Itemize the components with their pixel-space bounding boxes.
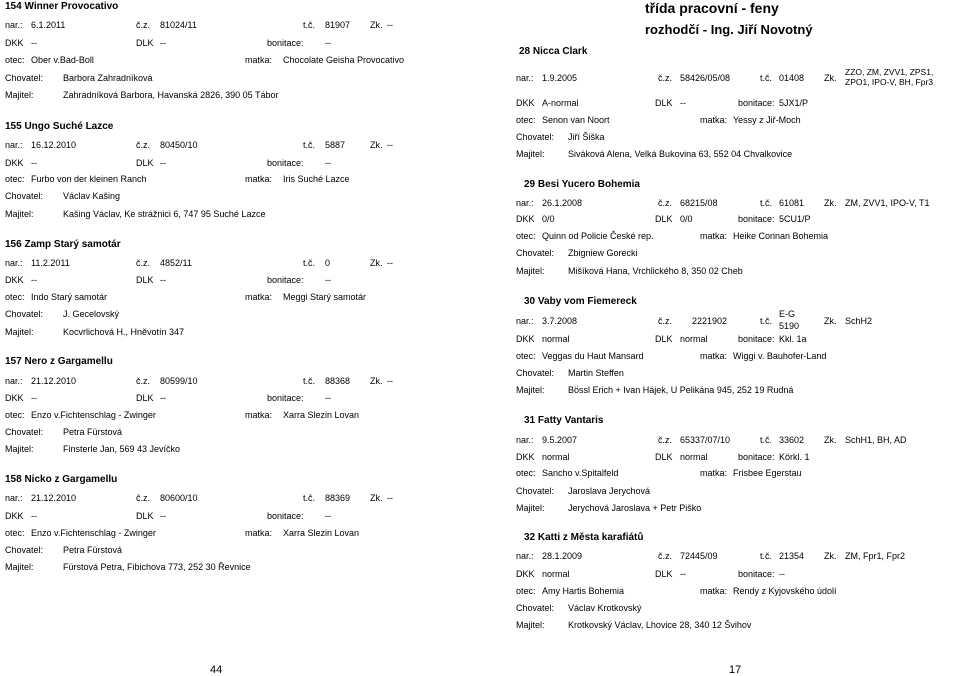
breeder-label: Chovatel: — [516, 368, 555, 378]
tattoo-number: E-G 5190 — [779, 309, 800, 331]
sire-name: Ober v.Bad-Boll — [31, 55, 94, 65]
exam-label: Zk. — [824, 316, 837, 326]
owner-label: Majitel: — [516, 266, 545, 276]
registry-label: č.z. — [136, 376, 151, 386]
dam-label: matka: — [245, 292, 273, 302]
exam-label: Zk. — [824, 551, 837, 561]
registry-label: č.z. — [136, 258, 151, 268]
sire-name: Quinn od Policie České rep. — [542, 231, 654, 241]
breeder-name: Zbigniew Gorecki — [568, 248, 638, 258]
tattoo-number: 81907 — [325, 20, 351, 30]
dlk-label: DLK — [136, 393, 154, 403]
breeder-name: Barbora Zahradníková — [63, 73, 153, 83]
dkk-label: DKK — [516, 569, 535, 579]
dkk-label: DKK — [516, 98, 535, 108]
dkk-label: DKK — [516, 214, 535, 224]
owner-address: Kašing Václav, Ke strážnici 6, 747 95 Suché Lazce — [63, 209, 266, 219]
owner-address: Siváková Alena, Velká Bukovina 63, 552 04 Chvalkovice — [568, 149, 793, 159]
birth-label: nar.: — [5, 140, 23, 150]
page-number: 44 — [210, 664, 223, 676]
birth-date: 21.12.2010 — [31, 376, 77, 386]
dlk-value: -- — [160, 393, 166, 403]
bonitation-label: bonitace: — [738, 334, 775, 344]
bonitation-value: -- — [325, 38, 331, 48]
birth-label: nar.: — [5, 493, 23, 503]
birth-label: nar.: — [5, 258, 23, 268]
dam-name: Heike Connan Bohemia — [733, 231, 829, 241]
sire-name: Amy Hartis Bohemia — [542, 586, 625, 596]
exam-label: Zk. — [824, 435, 837, 445]
breeder-label: Chovatel: — [5, 73, 44, 83]
tattoo-label: t.č. — [303, 376, 316, 386]
bonitation-value: Körkl. 1 — [779, 452, 810, 462]
bonitation-value: -- — [325, 158, 331, 168]
registry-label: č.z. — [658, 435, 673, 445]
breeder-label: Chovatel: — [5, 309, 44, 319]
breeder-label: Chovatel: — [5, 191, 44, 201]
dlk-value: -- — [160, 275, 166, 285]
dlk-value: -- — [680, 569, 686, 579]
owner-label: Majitel: — [516, 503, 545, 513]
dkk-label: DKK — [5, 158, 24, 168]
entry-title: 32 Katti z Města karafiátů — [524, 532, 644, 543]
dam-label: matka: — [700, 351, 728, 361]
exam-value: SchH2 — [845, 316, 873, 326]
dlk-value: 0/0 — [680, 214, 693, 224]
dkk-value: -- — [31, 158, 37, 168]
dlk-value: -- — [160, 511, 166, 521]
entry-title: 29 Besi Yucero Bohemia — [524, 179, 640, 190]
tattoo-label: t.č. — [303, 493, 316, 503]
owner-label: Majitel: — [516, 620, 545, 630]
breeder-name: Petra Fürstová — [63, 545, 123, 555]
dam-name: Yessy z Jiř-Moch — [733, 115, 801, 125]
dlk-label: DLK — [136, 275, 154, 285]
dlk-label: DLK — [655, 98, 673, 108]
owner-label: Majitel: — [516, 385, 545, 395]
bonitation-value: -- — [779, 569, 785, 579]
exam-label: Zk. — [370, 376, 383, 386]
tattoo-number: 0 — [325, 258, 331, 268]
registry-label: č.z. — [136, 493, 151, 503]
exam-value: ZM, ZVV1, IPO-V, T1 — [845, 198, 930, 208]
registry-label: č.z. — [136, 20, 151, 30]
dkk-value: normal — [542, 452, 570, 462]
exam-value: -- — [387, 493, 393, 503]
dam-name: Wiggi v. Bauhofer-Land — [733, 351, 827, 361]
dam-label: matka: — [700, 468, 728, 478]
bonitation-label: bonitace: — [738, 214, 775, 224]
sire-label: otec: — [516, 231, 536, 241]
dam-label: matka: — [700, 115, 728, 125]
sire-name: Enzo v.Fichtenschlag - Zwinger — [31, 528, 156, 538]
dam-label: matka: — [245, 410, 273, 420]
sire-label: otec: — [5, 292, 25, 302]
bonitation-value: -- — [325, 511, 331, 521]
exam-value: ZZO, ZM, ZVV1, ZPS1, ZPO1, IPO-V, BH, Fpr3 — [845, 67, 934, 87]
dlk-value: -- — [160, 38, 166, 48]
owner-address: Krotkovský Václav, Lhovice 28, 340 12 Švihov — [568, 620, 752, 630]
dkk-label: DKK — [5, 393, 24, 403]
exam-value: -- — [387, 258, 393, 268]
sire-name: Furbo von der kleinen Ranch — [31, 174, 147, 184]
exam-label: Zk. — [370, 140, 383, 150]
birth-date: 9.5.2007 — [542, 435, 578, 445]
tattoo-label: t.č. — [303, 258, 316, 268]
dam-name: Iris Suché Lazce — [283, 174, 350, 184]
owner-label: Majitel: — [5, 562, 34, 572]
dkk-value: -- — [31, 275, 37, 285]
sire-name: Senon van Noort — [542, 115, 610, 125]
sire-label: otec: — [516, 586, 536, 596]
dkk-label: DKK — [516, 334, 535, 344]
bonitation-value: Kkl. 1a — [779, 334, 807, 344]
registry-number: 4852/11 — [160, 258, 192, 268]
sire-name: Indo Starý samotár — [31, 292, 108, 302]
tattoo-number: 5887 — [325, 140, 346, 150]
sire-name: Veggas du Haut Mansard — [542, 351, 644, 361]
owner-address: Jerychová Jaroslava + Petr Piško — [568, 503, 702, 513]
sire-name: Sancho v.Spitalfeld — [542, 468, 619, 478]
breeder-name: Martin Steffen — [568, 368, 624, 378]
sire-name: Enzo v.Fichtenschlag - Zwinger — [31, 410, 156, 420]
dam-name: Chocolate Geisha Provocativo — [283, 55, 405, 65]
breeder-label: Chovatel: — [516, 486, 555, 496]
dkk-value: -- — [31, 511, 37, 521]
sire-label: otec: — [516, 351, 536, 361]
birth-date: 3.7.2008 — [542, 316, 578, 326]
dkk-value: A-normal — [542, 98, 579, 108]
registry-number: 80600/10 — [160, 493, 198, 503]
registry-number: 80450/10 — [160, 140, 198, 150]
dam-name: Xarra Slezin Lovan — [283, 410, 360, 420]
owner-label: Majitel: — [5, 209, 34, 219]
sire-label: otec: — [516, 115, 536, 125]
bonitation-label: bonitace: — [267, 38, 304, 48]
registry-label: č.z. — [658, 73, 673, 83]
owner-address: Kocvrlichová H., Hněvotín 347 — [63, 327, 185, 337]
page-number: 17 — [729, 664, 742, 676]
sire-label: otec: — [5, 55, 25, 65]
exam-value: -- — [387, 20, 393, 30]
bonitation-value: -- — [325, 393, 331, 403]
dkk-value: 0/0 — [542, 214, 555, 224]
birth-date: 21.12.2010 — [31, 493, 77, 503]
tattoo-number: 88368 — [325, 376, 351, 386]
exam-value: -- — [387, 140, 393, 150]
class-title: třída pracovní - feny — [645, 0, 779, 16]
registry-label: č.z. — [658, 198, 673, 208]
registry-number: 2221902 — [692, 316, 728, 326]
entry-title: 157 Nero z Gargamellu — [5, 356, 113, 367]
registry-number: 81024/11 — [160, 20, 197, 30]
registry-label: č.z. — [658, 316, 673, 326]
owner-label: Majitel: — [516, 149, 545, 159]
breeder-name: Václav Kašing — [63, 191, 121, 201]
entry-title: 31 Fatty Vantaris — [524, 415, 604, 426]
birth-label: nar.: — [516, 551, 534, 561]
exam-value: -- — [387, 376, 393, 386]
tattoo-number: 88369 — [325, 493, 351, 503]
birth-label: nar.: — [516, 316, 534, 326]
registry-number: 68215/08 — [680, 198, 718, 208]
bonitation-label: bonitace: — [267, 511, 304, 521]
birth-date: 16.12.2010 — [31, 140, 77, 150]
dlk-label: DLK — [655, 334, 673, 344]
exam-label: Zk. — [370, 493, 383, 503]
breeder-label: Chovatel: — [5, 427, 44, 437]
tattoo-label: t.č. — [760, 198, 773, 208]
entry-title: 30 Vaby vom Fiemereck — [524, 296, 637, 307]
dlk-label: DLK — [655, 452, 673, 462]
exam-label: Zk. — [824, 73, 837, 83]
dam-name: Meggi Starý samotár — [283, 292, 367, 302]
sire-label: otec: — [5, 528, 25, 538]
breeder-name: Jaroslava Jerychová — [568, 486, 651, 496]
dlk-label: DLK — [136, 511, 154, 521]
birth-label: nar.: — [516, 198, 534, 208]
birth-label: nar.: — [516, 435, 534, 445]
breeder-label: Chovatel: — [5, 545, 44, 555]
bonitation-label: bonitace: — [738, 98, 775, 108]
tattoo-number: 01408 — [779, 73, 805, 83]
sire-label: otec: — [5, 410, 25, 420]
entry-title: 158 Nicko z Gargamellu — [5, 474, 118, 485]
dam-label: matka: — [245, 55, 273, 65]
exam-value: SchH1, BH, AD — [845, 435, 907, 445]
entry-title: 154 Winner Provocativo — [5, 1, 119, 12]
dkk-label: DKK — [5, 275, 24, 285]
exam-label: Zk. — [370, 20, 383, 30]
birth-date: 6.1.2011 — [31, 20, 66, 30]
dam-label: matka: — [700, 586, 728, 596]
owner-address: Mišíková Hana, Vrchlického 8, 350 02 Cheb — [568, 266, 743, 276]
dam-name: Frisbee Egerstau — [733, 468, 802, 478]
breeder-name: J. Gecelovský — [63, 309, 120, 319]
registry-label: č.z. — [136, 140, 151, 150]
owner-address: Bössl Erich + Ivan Hájek, U Pelikána 945, 252 19 Rudná — [568, 385, 794, 395]
tattoo-label: t.č. — [760, 73, 773, 83]
owner-label: Majitel: — [5, 444, 34, 454]
dam-label: matka: — [245, 528, 273, 538]
breeder-name: Václav Krotkovský — [568, 603, 642, 613]
breeder-label: Chovatel: — [516, 248, 555, 258]
owner-label: Majitel: — [5, 90, 34, 100]
birth-date: 26.1.2008 — [542, 198, 583, 208]
exam-label: Zk. — [370, 258, 383, 268]
owner-address: Fürstová Petra, Fibichova 773, 252 30 Řevnice — [63, 562, 251, 572]
bonitation-label: bonitace: — [738, 569, 775, 579]
registry-label: č.z. — [658, 551, 673, 561]
dkk-label: DKK — [5, 511, 24, 521]
breeder-name: Petra Fürstová — [63, 427, 123, 437]
birth-date: 11.2.2011 — [31, 258, 70, 268]
tattoo-label: t.č. — [760, 316, 773, 326]
dlk-label: DLK — [136, 38, 154, 48]
owner-label: Majitel: — [5, 327, 34, 337]
registry-number: 80599/10 — [160, 376, 198, 386]
tattoo-number: 33602 — [779, 435, 805, 445]
dkk-value: normal — [542, 569, 570, 579]
dam-name: Xarra Slezin Lovan — [283, 528, 360, 538]
tattoo-label: t.č. — [760, 435, 773, 445]
sire-label: otec: — [5, 174, 25, 184]
dlk-value: -- — [680, 98, 686, 108]
breeder-label: Chovatel: — [516, 132, 555, 142]
dkk-label: DKK — [516, 452, 535, 462]
tattoo-number: 61081 — [779, 198, 805, 208]
birth-label: nar.: — [5, 376, 23, 386]
bonitation-value: 5JX1/P — [779, 98, 809, 108]
dlk-label: DLK — [655, 214, 673, 224]
exam-label: Zk. — [824, 198, 837, 208]
dkk-value: normal — [542, 334, 570, 344]
dam-label: matka: — [700, 231, 728, 241]
dkk-label: DKK — [5, 38, 24, 48]
tattoo-label: t.č. — [760, 551, 773, 561]
tattoo-label: t.č. — [303, 140, 316, 150]
birth-label: nar.: — [516, 73, 534, 83]
registry-number: 58426/05/08 — [680, 73, 731, 83]
dkk-value: -- — [31, 38, 37, 48]
tattoo-number: 21354 — [779, 551, 805, 561]
birth-date: 28.1.2009 — [542, 551, 583, 561]
breeder-name: Jiří Šiška — [568, 132, 605, 142]
sire-label: otec: — [516, 468, 536, 478]
bonitation-label: bonitace: — [267, 275, 304, 285]
dlk-value: normal — [680, 334, 708, 344]
dlk-value: normal — [680, 452, 708, 462]
dam-label: matka: — [245, 174, 273, 184]
judge-name: rozhodčí - Ing. Jiří Novotný — [645, 22, 813, 37]
bonitation-label: bonitace: — [267, 393, 304, 403]
breeder-label: Chovatel: — [516, 603, 555, 613]
dam-name: Rendy z Kyjovského údolí — [733, 586, 837, 596]
owner-address: Finsterle Jan, 569 43 Jevíčko — [63, 444, 181, 454]
exam-value: ZM, Fpr1, Fpr2 — [845, 551, 906, 561]
entry-title: 155 Ungo Suché Lazce — [5, 121, 114, 132]
entry-title: 156 Zamp Starý samotár — [5, 239, 121, 250]
dlk-value: -- — [160, 158, 166, 168]
bonitation-value: -- — [325, 275, 331, 285]
dlk-label: DLK — [136, 158, 154, 168]
birth-label: nar.: — [5, 20, 23, 30]
tattoo-label: t.č. — [303, 20, 316, 30]
dlk-label: DLK — [655, 569, 673, 579]
bonitation-value: 5CU1/P — [779, 214, 811, 224]
owner-address: Zahradníková Barbora, Havanská 2826, 390 05 Tábor — [63, 90, 279, 100]
dkk-value: -- — [31, 393, 37, 403]
registry-number: 65337/07/10 — [680, 435, 731, 445]
entry-title: 28 Nicca Clark — [519, 46, 588, 57]
bonitation-label: bonitace: — [738, 452, 775, 462]
registry-number: 72445/09 — [680, 551, 718, 561]
birth-date: 1.9.2005 — [542, 73, 578, 83]
bonitation-label: bonitace: — [267, 158, 304, 168]
